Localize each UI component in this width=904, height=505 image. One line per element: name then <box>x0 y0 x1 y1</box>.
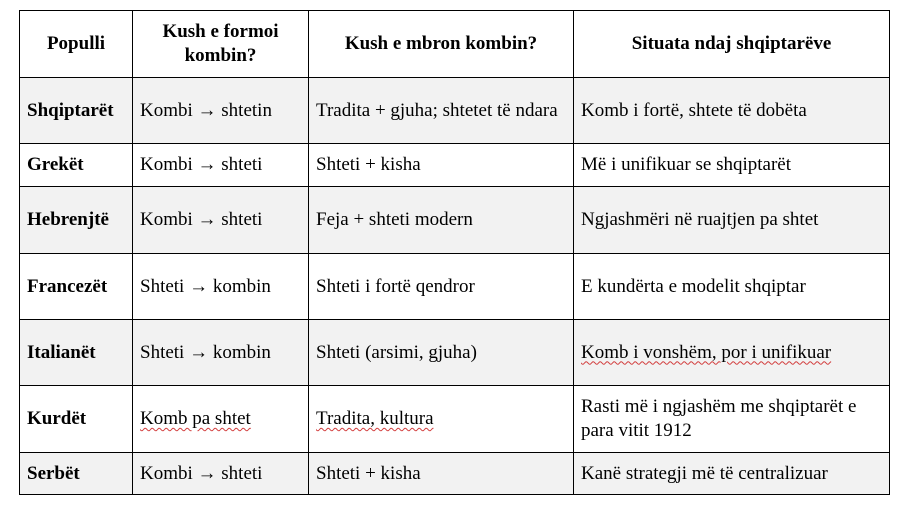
formed-text: Komb pa shtet <box>140 408 251 429</box>
cell-formed: Kombi → shtetin <box>133 78 309 144</box>
cell-defends: Shteti + kisha <box>309 453 574 495</box>
cell-formed: Kombi → shteti <box>133 144 309 187</box>
cell-situation: Rasti më i ngjashëm me shqiptarët e para vitit 1912 <box>574 386 890 453</box>
cell-formed: Shteti → kombin <box>133 254 309 320</box>
cell-people: Hebrenjtë <box>20 187 133 254</box>
cell-formed: Kombi → shteti <box>133 453 309 495</box>
comparison-table <box>19 10 890 495</box>
cell-people: Shqiptarët <box>20 78 133 144</box>
table-row <box>20 187 890 254</box>
cell-defends: Shteti (arsimi, gjuha) <box>309 320 574 386</box>
header-kush-e-formoi: Kush e formoi kombin? <box>133 11 309 78</box>
cell-situation: Ngjashmëri në ruajtjen pa shtet <box>574 187 890 254</box>
cell-defends: Feja + shteti modern <box>309 187 574 254</box>
cell-defends: Shteti i fortë qendror <box>309 254 574 320</box>
cell-defends <box>309 386 574 453</box>
cell-situation: Më i unifikuar se shqiptarët <box>574 144 890 187</box>
cell-situation: Komb i fortë, shtete të dobëta <box>574 78 890 144</box>
table-row <box>20 453 890 495</box>
cell-people: Francezët <box>20 254 133 320</box>
table-row <box>20 254 890 320</box>
cell-formed <box>133 386 309 453</box>
header-populli: Populli <box>20 11 133 78</box>
situation-text: Komb i vonshëm, por i unifikuar <box>581 341 832 363</box>
cell-defends: Shteti + kisha <box>309 144 574 187</box>
cell-formed: Kombi → shteti <box>133 187 309 254</box>
cell-people: Serbët <box>20 453 133 495</box>
cell-people: Grekët <box>20 144 133 187</box>
cell-formed: Shteti → kombin <box>133 320 309 386</box>
table-row <box>20 144 890 187</box>
table-row <box>20 386 890 453</box>
cell-people: Italianët <box>20 320 133 386</box>
cell-defends: Tradita + gjuha; shtetet të ndara <box>309 78 574 144</box>
header-kush-e-mbron: Kush e mbron kombin? <box>309 11 574 78</box>
cell-people: Kurdët <box>20 386 133 453</box>
table-row <box>20 78 890 144</box>
table-row <box>20 320 890 386</box>
header-row <box>20 11 890 78</box>
cell-situation: Kanë strategji më të centralizuar <box>574 453 890 495</box>
cell-situation <box>574 320 890 386</box>
cell-situation: E kundërta e modelit shqiptar <box>574 254 890 320</box>
defends-text: Tradita, kultura <box>316 408 434 429</box>
header-situata: Situata ndaj shqiptarëve <box>574 11 890 78</box>
